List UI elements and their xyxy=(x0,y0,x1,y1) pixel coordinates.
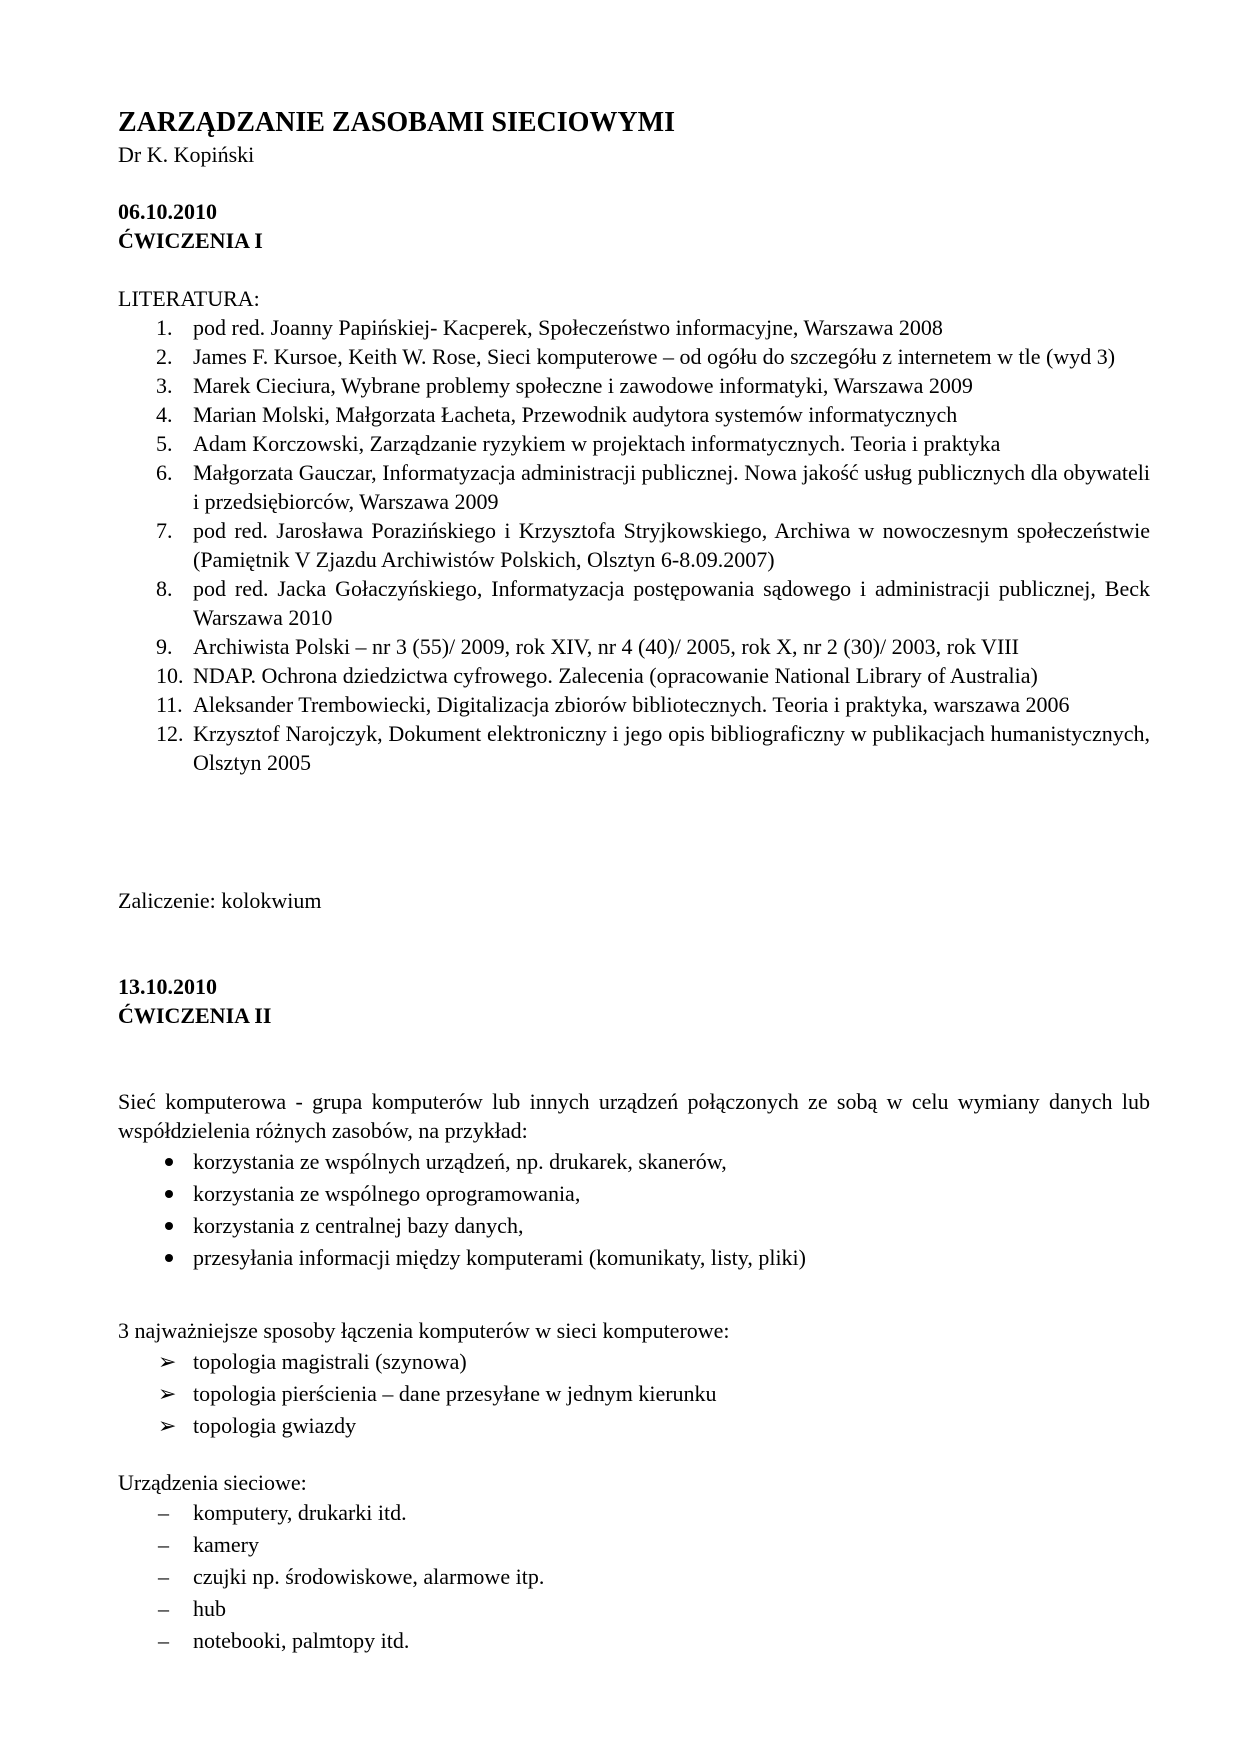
device-item xyxy=(118,1593,1150,1625)
literature-item xyxy=(118,458,1150,516)
literature-list xyxy=(118,313,1150,777)
item-text: czujki np. środowiskowe, alarmowe itp. xyxy=(193,1564,545,1589)
dash-bullet-icon: – xyxy=(158,1628,169,1653)
bullet-icon xyxy=(165,1222,173,1230)
item-number: 4. xyxy=(156,402,173,427)
literature-item xyxy=(118,661,1150,690)
item-number: 2. xyxy=(156,344,173,369)
item-text: topologia pierścienia – dane przesyłane w jednym kierunku xyxy=(193,1381,717,1406)
device-item xyxy=(118,1529,1150,1561)
topology-item xyxy=(118,1346,1150,1378)
session2-date: 13.10.2010 xyxy=(118,974,217,999)
credit-text: Zaliczenie: kolokwium xyxy=(118,888,322,913)
item-text: topologia magistrali (szynowa) xyxy=(193,1349,467,1374)
literature-item xyxy=(118,429,1150,458)
example-item xyxy=(118,1178,1150,1210)
arrow-bullet-icon: ➢ xyxy=(158,1381,177,1406)
item-number: 10. xyxy=(156,663,184,688)
item-text: pod red. Jacka Gołaczyńskiego, Informatyzacja postępowania sądowego i administracji publicznej, Beck Warszawa 2010 xyxy=(193,576,1150,630)
item-number: 8. xyxy=(156,576,173,601)
topology-item xyxy=(118,1410,1150,1442)
item-text: Małgorzata Gauczar, Informatyzacja administracji publicznej. Nowa jakość usług publicznych dla obywateli i przedsiębiorców, Warszawa 2009 xyxy=(193,460,1150,514)
literature-item xyxy=(118,719,1150,777)
device-item xyxy=(118,1497,1150,1529)
item-text: Archiwista Polski – nr 3 (55)/ 2009, rok XIV, nr 4 (40)/ 2005, rok X, nr 2 (30)/ 2003, rok VIII xyxy=(193,634,1019,659)
literature-label: LITERATURA: xyxy=(118,286,260,311)
literature-item xyxy=(118,313,1150,342)
topologies-list xyxy=(118,1346,1150,1442)
item-text: komputery, drukarki itd. xyxy=(193,1500,407,1525)
item-text: notebooki, palmtopy itd. xyxy=(193,1628,410,1653)
example-item xyxy=(118,1242,1150,1274)
item-text: pod red. Jarosława Porazińskiego i Krzysztofa Stryjkowskiego, Archiwa w nowoczesnym społeczeństwie (Pamiętnik V Zjazdu Archiwistów Polskich, Olsztyn 6-8.09.2007) xyxy=(193,518,1150,572)
author: Dr K. Kopiński xyxy=(118,142,255,167)
literature-item xyxy=(118,690,1150,719)
topology-item xyxy=(118,1378,1150,1410)
literature-item xyxy=(118,400,1150,429)
literature-item xyxy=(118,632,1150,661)
item-text: korzystania ze wspólnych urządzeń, np. drukarek, skanerów, xyxy=(193,1149,727,1174)
item-number: 3. xyxy=(156,373,173,398)
dash-bullet-icon: – xyxy=(158,1564,169,1589)
item-text: kamery xyxy=(193,1532,259,1557)
session1-date: 06.10.2010 xyxy=(118,199,217,224)
dash-bullet-icon: – xyxy=(158,1532,169,1557)
item-text: korzystania z centralnej bazy danych, xyxy=(193,1213,524,1238)
example-item xyxy=(118,1210,1150,1242)
item-text: Adam Korczowski, Zarządzanie ryzykiem w projektach informatycznych. Teoria i praktyka xyxy=(193,431,1001,456)
topologies-intro: 3 najważniejsze sposoby łączenia komputerów w sieci komputerowe: xyxy=(118,1318,730,1343)
item-text: James F. Kursoe, Keith W. Rose, Sieci komputerowe – od ogółu do szczegółu z internetem w tle (wyd 3) xyxy=(193,344,1116,369)
device-item xyxy=(118,1625,1150,1657)
literature-item xyxy=(118,516,1150,574)
item-number: 7. xyxy=(156,518,173,543)
dash-bullet-icon: – xyxy=(158,1596,169,1621)
item-text: korzystania ze wspólnego oprogramowania, xyxy=(193,1181,581,1206)
item-text: Marian Molski, Małgorzata Łacheta, Przewodnik audytora systemów informatycznych xyxy=(193,402,958,427)
devices-list xyxy=(118,1497,1150,1657)
device-item xyxy=(118,1561,1150,1593)
network-definition: Sieć komputerowa - grupa komputerów lub innych urządzeń połączonych ze sobą w celu wymiany danych lub współdzielenia różnych zasobów, na przykład: xyxy=(118,1089,1150,1143)
bullet-icon xyxy=(165,1254,173,1262)
item-text: Krzysztof Narojczyk, Dokument elektroniczny i jego opis bibliograficzny w publikacjach humanistycznych, Olsztyn 2005 xyxy=(193,721,1150,775)
example-item xyxy=(118,1146,1150,1178)
literature-item xyxy=(118,371,1150,400)
item-text: hub xyxy=(193,1596,226,1621)
item-number: 11. xyxy=(156,692,183,717)
bullet-icon xyxy=(165,1190,173,1198)
devices-intro: Urządzenia sieciowe: xyxy=(118,1470,307,1495)
literature-item xyxy=(118,342,1150,371)
literature-item xyxy=(118,574,1150,632)
item-text: Marek Cieciura, Wybrane problemy społeczne i zawodowe informatyki, Warszawa 2009 xyxy=(193,373,973,398)
item-text: pod red. Joanny Papińskiej- Kacperek, Społeczeństwo informacyjne, Warszawa 2008 xyxy=(193,315,943,340)
document-title: ZARZĄDZANIE ZASOBAMI SIECIOWYMI xyxy=(118,107,675,138)
item-text: Aleksander Trembowiecki, Digitalizacja zbiorów bibliotecznych. Teoria i praktyka, warszawa 2006 xyxy=(193,692,1070,717)
item-text: topologia gwiazdy xyxy=(193,1413,357,1438)
item-number: 12. xyxy=(156,721,184,746)
item-text: NDAP. Ochrona dziedzictwa cyfrowego. Zalecenia (opracowanie National Library of Australia) xyxy=(193,663,1038,688)
dash-bullet-icon: – xyxy=(158,1500,169,1525)
session1-heading: ĆWICZENIA I xyxy=(118,228,263,253)
item-number: 6. xyxy=(156,460,173,485)
session2-heading: ĆWICZENIA II xyxy=(118,1003,272,1028)
arrow-bullet-icon: ➢ xyxy=(158,1349,177,1374)
item-number: 1. xyxy=(156,315,173,340)
item-number: 5. xyxy=(156,431,173,456)
bullet-icon xyxy=(165,1158,173,1166)
examples-list xyxy=(118,1146,1150,1274)
arrow-bullet-icon: ➢ xyxy=(158,1413,177,1438)
item-number: 9. xyxy=(156,634,173,659)
item-text: przesyłania informacji między komputerami (komunikaty, listy, pliki) xyxy=(193,1245,806,1270)
